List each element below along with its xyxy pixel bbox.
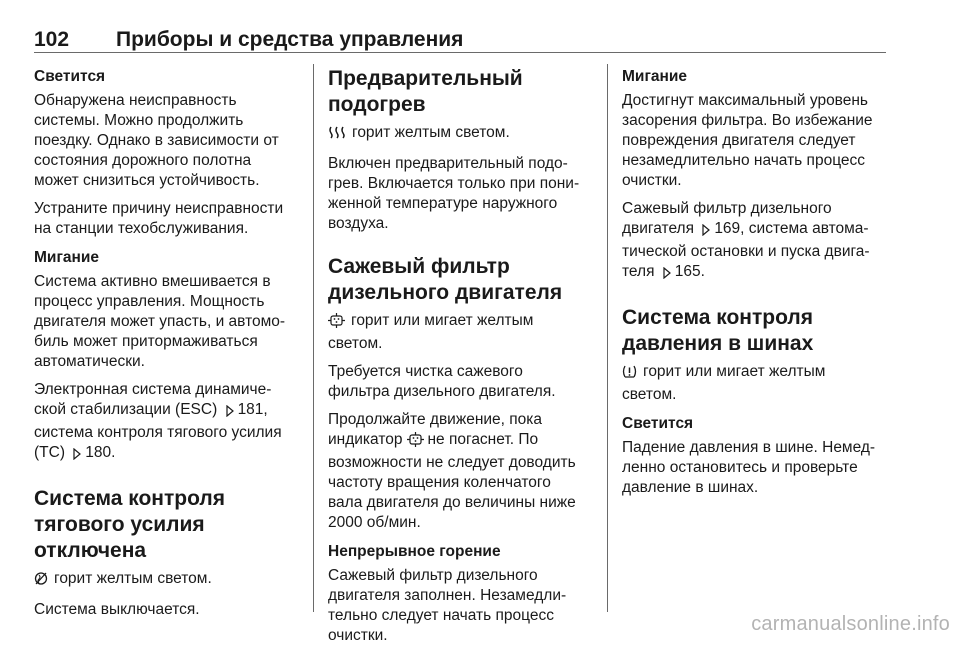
heading-blinking: Мигание xyxy=(34,249,100,266)
heading-lit: Светится xyxy=(622,415,694,432)
column-divider-1 xyxy=(313,64,314,612)
paragraph-tc-off-indicator: горит желтым светом. xyxy=(34,569,296,592)
page-ref-link[interactable]: 169, система автома- xyxy=(714,220,869,237)
tc-off-icon xyxy=(34,571,48,592)
ref-triangle-icon xyxy=(663,265,671,285)
column-2 xyxy=(328,66,590,654)
paragraph-dpf-indicator: горит или мигает желтым светом. xyxy=(328,312,534,352)
paragraph-dpf-cleaning: Требуется чистка сажевого фильтра дизельного двигателя. xyxy=(328,363,556,400)
column-1 xyxy=(34,66,296,628)
heading-continuous: Непрерывное горение xyxy=(328,543,501,560)
paragraph-fault: Обнаружена неисправность системы. Можно продолжить поездку. Однако в зависимости от состояния дорожного полотна может снизиться устойчивость. xyxy=(34,92,279,189)
diesel-particle-filter-icon xyxy=(328,313,345,334)
paragraph-references: Сажевый фильтр дизельного двигателя 169, система автома- тической остановки и пуска двига- теля 165. xyxy=(622,199,884,285)
tire-pressure-icon xyxy=(622,364,637,385)
column-divider-2 xyxy=(607,64,608,612)
page-header xyxy=(34,28,886,54)
ref-triangle-icon xyxy=(73,446,81,466)
heading-dpf: Сажевый фильтр дизельного двигателя xyxy=(328,255,563,304)
header-divider xyxy=(34,52,886,53)
ref-triangle-icon xyxy=(226,403,234,423)
diesel-particle-filter-icon xyxy=(407,432,424,453)
glow-plug-icon xyxy=(328,125,346,146)
column-3 xyxy=(622,66,884,506)
paragraph-preheat: Включен предварительный подо- грев. Включается только при пони- женной температуре наружного воздуха. xyxy=(328,155,580,232)
page-ref-link[interactable]: 180. xyxy=(85,444,116,461)
heading-lit: Светится xyxy=(34,68,106,85)
page-number: 102 xyxy=(34,28,70,51)
paragraph-tpms-indicator: горит или мигает желтым светом. xyxy=(622,363,826,403)
heading-blinking: Мигание xyxy=(622,68,688,85)
ref-triangle-icon xyxy=(702,222,710,242)
paragraph-dpf-continue: Продолжайте движение, пока индикатор не погаснет. По возможности не следует доводить частоту вращения коленчатого вала двигателя до величины ниже 2000 об/мин. xyxy=(328,411,576,531)
watermark: carmanualsonline.info xyxy=(751,613,950,635)
paragraph-active-intervention: Система активно вмешивается в процесс управления. Мощность двигателя может упасть, и автомо- биль может притормаживаться автоматически. xyxy=(34,273,286,370)
heading-preheat: Предварительный подогрев xyxy=(328,67,523,116)
heading-tc-off: Система контроля тягового усилия отключена xyxy=(34,487,225,562)
page-ref-link[interactable]: 181, xyxy=(237,401,268,418)
paragraph-esc-tc: Электронная система динамиче- ской стабилизации (ESC) 181, система контроля тягового усилия (TC) 180. xyxy=(34,380,296,466)
paragraph-pressure-drop: Падение давления в шине. Немед- ленно остановитесь и проверьте давление в шинах. xyxy=(622,439,876,496)
paragraph-preheat-indicator: горит желтым светом. xyxy=(328,123,590,146)
page-title: Приборы и средства управления xyxy=(116,28,464,51)
paragraph-service: Устраните причину неисправности на станции техобслуживания. xyxy=(34,200,284,237)
paragraph-continuous: Сажевый фильтр дизельного двигателя заполнен. Незамедли- тельно следует начать процесс очистки. xyxy=(328,567,567,644)
heading-tpms: Система контроля давления в шинах xyxy=(622,306,814,355)
page-ref-link[interactable]: 165. xyxy=(674,263,705,280)
paragraph-system-off: Система выключается. xyxy=(34,601,200,618)
paragraph-max-clogging: Достигнут максимальный уровень засорения фильтра. Во избежание повреждения двигателя следует незамедлительно начать процесс очистки. xyxy=(622,92,873,189)
